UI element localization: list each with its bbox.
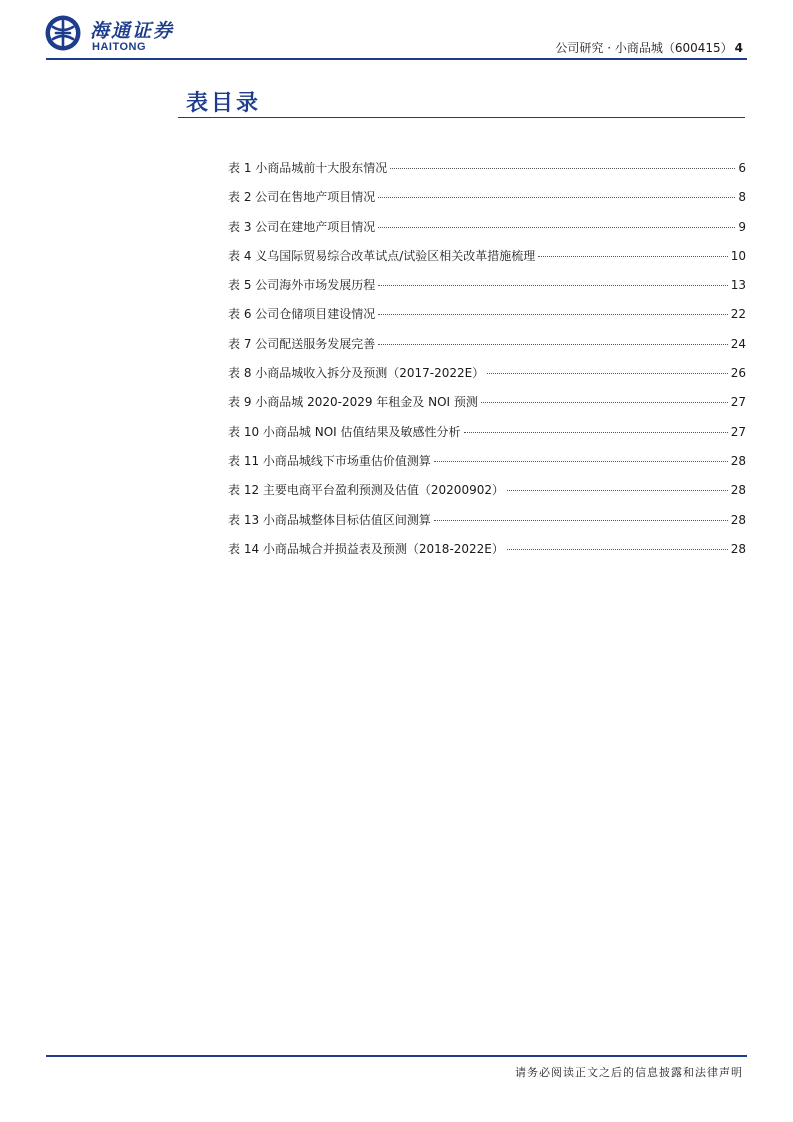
toc-entry-label: 表 14 小商品城合并损益表及预测（2018-2022E） [228, 541, 504, 556]
dot-leader [434, 519, 728, 521]
toc-entry-label: 表 2 公司在售地产项目情况 [228, 190, 376, 205]
running-header [555, 39, 743, 56]
toc-entry[interactable] [228, 364, 746, 393]
dot-leader [464, 431, 728, 433]
dot-leader [378, 343, 727, 345]
toc-title: 表目录 [186, 90, 262, 116]
toc-entry-page: 28 [730, 541, 746, 556]
toc-entry-label: 表 9 小商品城 2020-2029 年租金及 NOI 预测 [228, 395, 478, 410]
toc-entry[interactable] [228, 423, 746, 452]
toc-entry[interactable] [228, 276, 746, 305]
toc-entry[interactable] [228, 540, 746, 569]
toc-entry[interactable] [228, 393, 746, 422]
toc-entry-label: 表 13 小商品城整体目标估值区间测算 [228, 512, 431, 527]
toc-entry-label: 表 6 公司仓储项目建设情况 [228, 307, 376, 322]
dot-leader [507, 489, 728, 491]
dot-leader [378, 226, 735, 228]
dot-leader [434, 460, 728, 462]
toc-entry-label: 表 11 小商品城线下市场重估价值测算 [228, 453, 431, 468]
title-divider [178, 117, 745, 118]
toc-entry[interactable] [228, 335, 746, 364]
page-number: 4 [734, 41, 743, 55]
logo-chinese-name: 海通证券 [90, 20, 175, 42]
toc-entry-label: 表 3 公司在建地产项目情况 [228, 219, 376, 234]
dot-leader [390, 167, 735, 169]
toc-entry[interactable] [228, 511, 746, 540]
dot-leader [507, 548, 728, 550]
header-divider [46, 58, 747, 60]
dot-leader [481, 401, 728, 403]
toc-entry-page: 26 [730, 366, 746, 381]
toc-entry-label: 表 7 公司配送服务发展完善 [228, 336, 376, 351]
toc-entry[interactable] [228, 188, 746, 217]
toc-entry[interactable] [228, 305, 746, 334]
toc-entry-page: 22 [730, 307, 746, 322]
toc-entry-page: 13 [730, 278, 746, 293]
dot-leader [378, 284, 727, 286]
toc-entry-label: 表 5 公司海外市场发展历程 [228, 278, 376, 293]
footer-divider [46, 1055, 747, 1057]
toc-entry-page: 10 [730, 248, 746, 263]
toc-entry-page: 28 [730, 453, 746, 468]
toc-entry-label: 表 1 小商品城前十大股东情况 [228, 161, 388, 175]
toc-entry-label: 表 8 小商品城收入拆分及预测（2017-2022E） [228, 366, 485, 381]
toc-entry[interactable] [228, 218, 746, 247]
toc-entry-label: 表 4 义乌国际贸易综合改革试点/试验区相关改革措施梳理 [228, 248, 536, 263]
dot-leader [487, 372, 727, 374]
toc-entry-page: 27 [730, 424, 746, 439]
toc-entry-label: 表 12 主要电商平台盈利预测及估值（20200902） [228, 483, 504, 498]
dot-leader [378, 313, 727, 315]
toc-entry-page: 28 [730, 483, 746, 498]
toc-entry-page: 28 [730, 512, 746, 527]
toc-entry-page: 9 [738, 219, 746, 234]
legal-disclaimer: 请务必阅读正文之后的信息披露和法律声明 [515, 1066, 743, 1079]
company-logo [44, 14, 244, 54]
toc-entry-page: 27 [730, 395, 746, 410]
toc-entry-page: 6 [738, 161, 746, 175]
toc-entry-page: 24 [730, 336, 746, 351]
dot-leader [378, 196, 735, 198]
toc-entry-page: 8 [738, 190, 746, 205]
toc-entry[interactable] [228, 247, 746, 276]
toc-entry-label: 表 10 小商品城 NOI 估值结果及敏感性分析 [228, 424, 461, 439]
logo-english-name: HAITONG [92, 41, 147, 53]
toc-entry[interactable] [228, 481, 746, 510]
haitong-emblem-icon [44, 14, 82, 52]
toc-entry[interactable] [228, 159, 746, 188]
table-of-tables [228, 159, 746, 569]
report-label: 公司研究 · 小商品城（600415） [555, 41, 733, 55]
dot-leader [538, 255, 727, 257]
toc-entry[interactable] [228, 452, 746, 481]
